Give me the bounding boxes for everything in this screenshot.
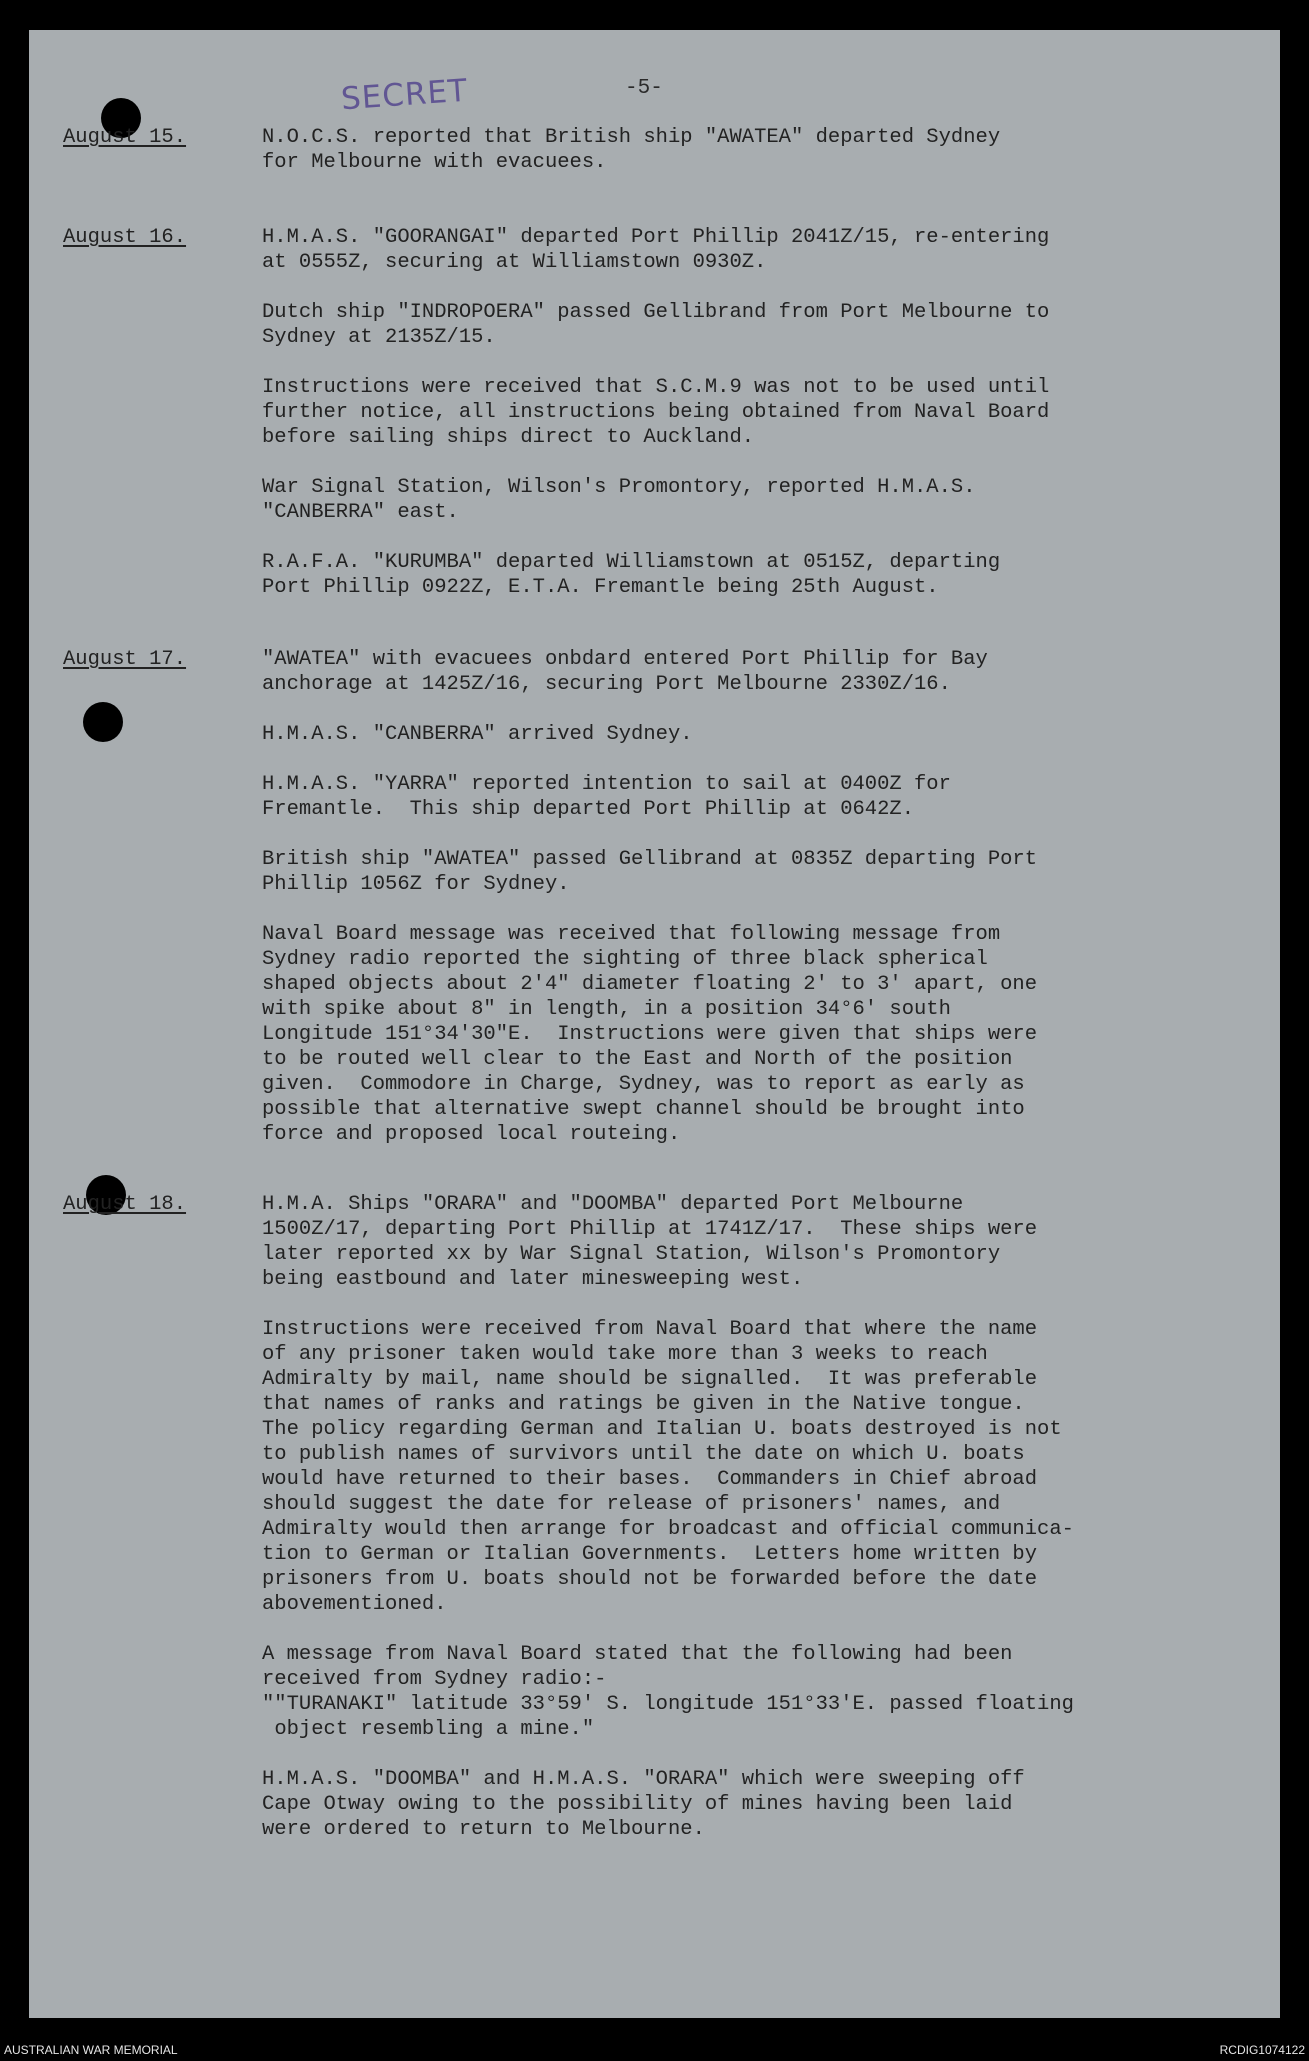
entry-paragraph: Instructions were received that S.C.M.9 was not to be used until further notice, all instructions being obtained from Naval Board before sailing ships direct to Auckland. <box>262 376 1050 449</box>
entry-paragraph: Instructions were received from Naval Board that where the name of any prisoner taken would take more than 3 weeks to reach Admiralty by mail, name should be signalled. It was preferable that names of ranks and ratings be given in the Native tongue. The policy regarding German and Italian U. boats destroyed is not to publish names of survivors until the date on which U. boats would have returned to their bases. Commanders in Chief abroad should suggest the date for release of prisoners' names, and Admiralty would then arrange for broadcast and official communica- tion to German or Italian Governments. Letters home written by prisoners from U. boats should not be forwarded before the date abovementioned. <box>262 1318 1074 1616</box>
entry-paragraph: H.M.A.S. "CANBERRA" arrived Sydney. <box>262 723 693 746</box>
entry-paragraph: "AWATEA" with evacuees onbdard entered Port Phillip for Bay anchorage at 1425Z/16, securing Port Melbourne 2330Z/16. <box>262 648 988 696</box>
entry-paragraph: H.M.A. Ships "ORARA" and "DOOMBA" departed Port Melbourne 1500Z/17, departing Port Phillip at 1741Z/17. These ships were later reported xx by War Signal Station, Wilson's Promontory being eastbound and later minesweeping west. <box>262 1193 1038 1291</box>
entry-date: August 16. <box>63 226 187 249</box>
entry-paragraph: Dutch ship "INDROPOERA" passed Gellibrand from Port Melbourne to Sydney at 2135Z/15. <box>262 301 1050 349</box>
secret-stamp: SECRET <box>339 72 470 118</box>
entry-paragraph: N.O.C.S. reported that British ship "AWATEA" departed Sydney for Melbourne with evacuees. <box>262 126 1001 174</box>
entry-paragraph: War Signal Station, Wilson's Promontory, reported H.M.A.S. "CANBERRA" east. <box>262 476 976 524</box>
entry-body <box>262 125 1262 200</box>
entry-date: August 17. <box>63 648 187 671</box>
document-page <box>29 30 1280 2018</box>
entry-body <box>262 647 1262 1172</box>
entry-paragraph: H.M.A.S. "YARRA" reported intention to sail at 0400Z for Fremantle. This ship departed Port Phillip at 0642Z. <box>262 773 951 821</box>
entry-paragraph: A message from Naval Board stated that the following had been received from Sydney radio:- ""TURANAKI" latitude 33°59' S. longitude 151°33'E. passed floating object resembling a mine." <box>262 1643 1074 1741</box>
entry-body <box>262 1192 1262 1867</box>
punch-hole <box>83 702 123 742</box>
entry-paragraph: R.A.F.A. "KURUMBA" departed Williamstown at 0515Z, departing Port Phillip 0922Z, E.T.A. Fremantle being 25th August. <box>262 551 1001 599</box>
archive-reference: RCDIG1074122 <box>1219 2043 1305 2057</box>
archive-credit: AUSTRALIAN WAR MEMORIAL <box>4 2043 178 2057</box>
entry-paragraph: British ship "AWATEA" passed Gellibrand at 0835Z departing Port Phillip 1056Z for Sydney. <box>262 848 1038 896</box>
entry-date: August 18. <box>63 1193 187 1216</box>
entry-paragraph: Naval Board message was received that following message from Sydney radio reported the sighting of three black spherical shaped objects about 2'4" diameter floating 2' to 3' apart, one with spike about 8" in length, in a position 34°6' south Longitude 151°34'30"E. Instructions were given that ships were to be routed well clear to the East and North of the position given. Commodore in Charge, Sydney, was to report as early as possible that alternative swept channel should be brought into force and proposed local routeing. <box>262 923 1038 1146</box>
entry-paragraph: H.M.A.S. "GOORANGAI" departed Port Phillip 2041Z/15, re-entering at 0555Z, securing at Williamstown 0930Z. <box>262 226 1050 274</box>
page-number: -5- <box>625 77 663 100</box>
entry-paragraph: H.M.A.S. "DOOMBA" and H.M.A.S. "ORARA" which were sweeping off Cape Otway owing to the possibility of mines having been laid were ordered to return to Melbourne. <box>262 1768 1025 1841</box>
entry-date: August 15. <box>63 126 187 149</box>
entry-body <box>262 225 1262 625</box>
